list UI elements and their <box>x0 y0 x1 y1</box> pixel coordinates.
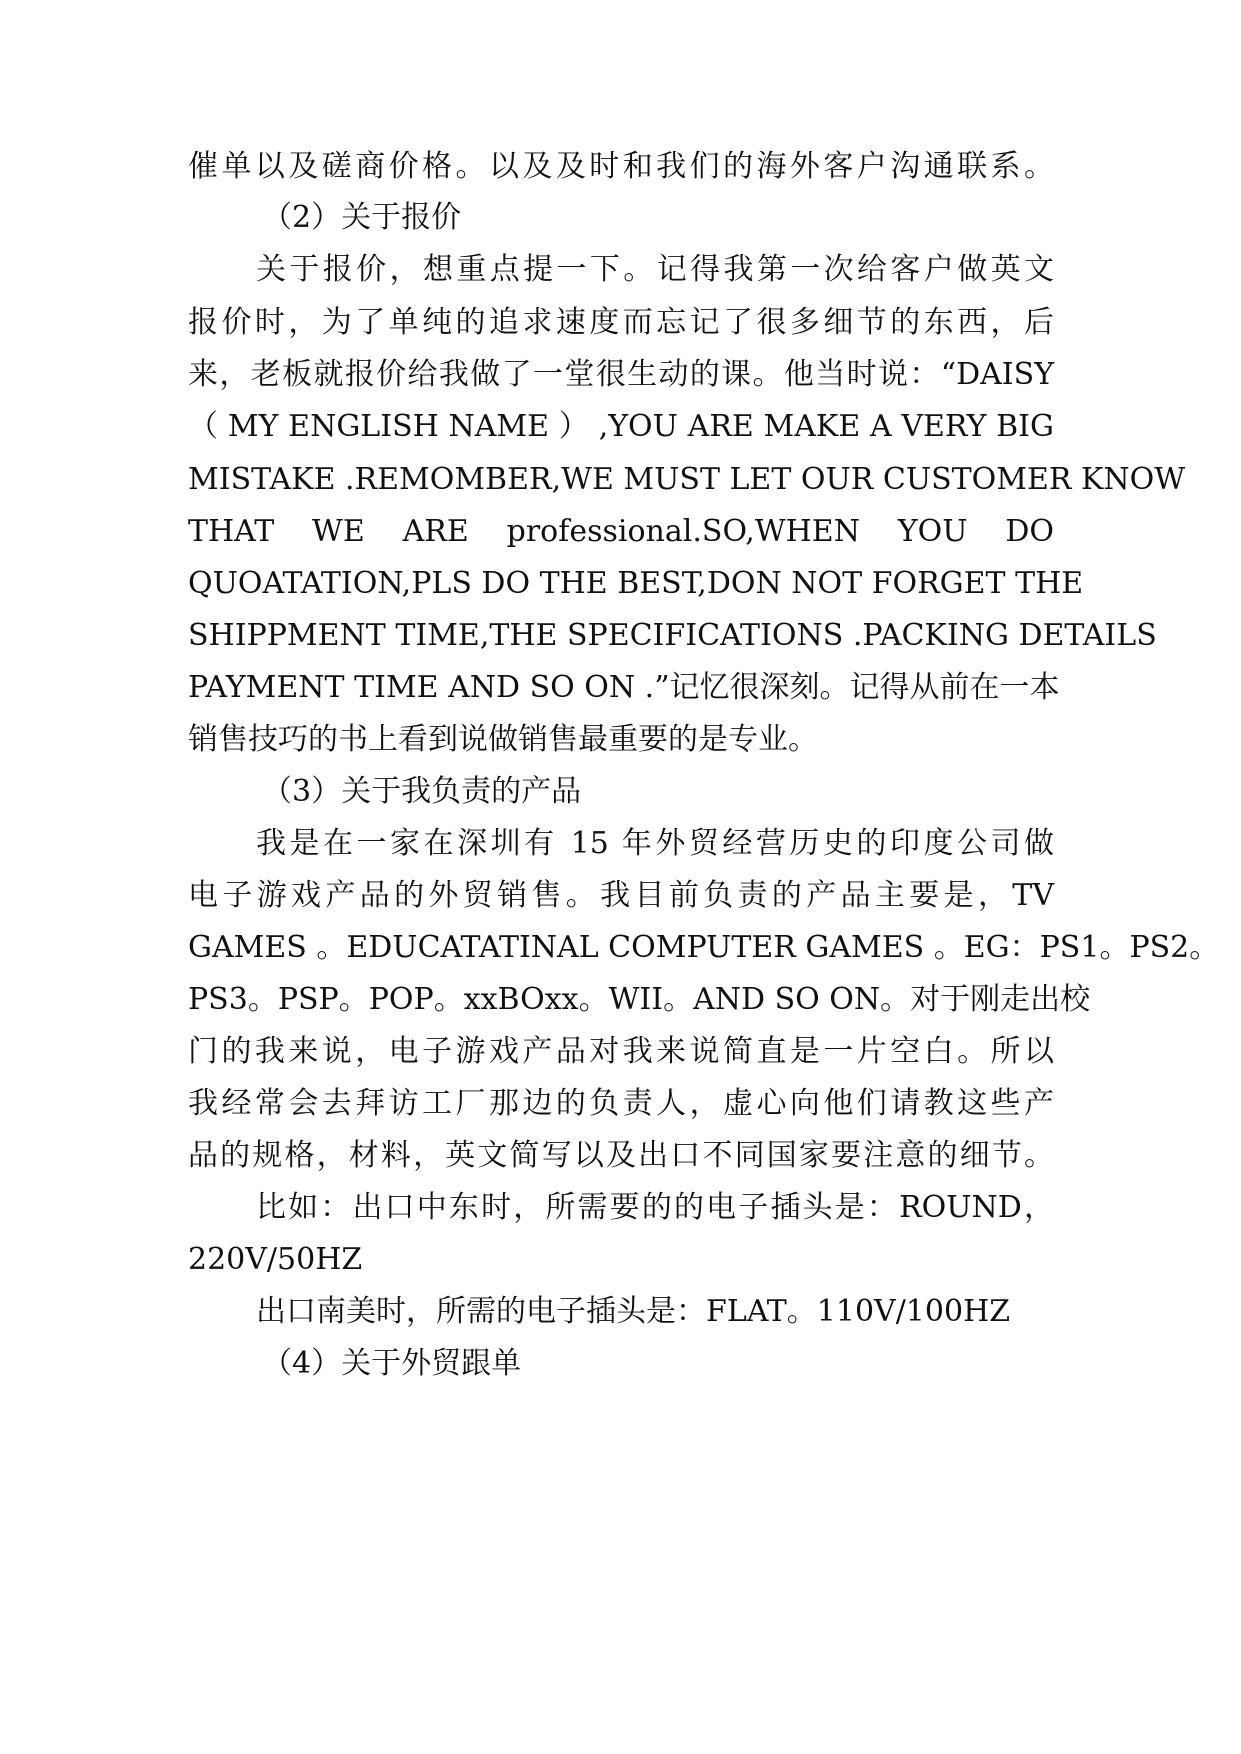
text-line: 我经常会去拜访工厂那边的负责人，虚心向他们请教这些产 <box>188 1086 1054 1121</box>
text-line: MISTAKE .REMOMBER,WE MUST LET OUR CUSTOMER KNOW <box>188 462 1186 497</box>
text-line: 220V/50HZ <box>188 1242 363 1277</box>
text-line: PS3。PSP。POP。xxBOxx。WII。AND SO ON。对于刚走出校 <box>188 982 1091 1017</box>
text-line: 报价时，为了单纯的追求速度而忘记了很多细节的东西，后 <box>188 305 1054 340</box>
text-line: QUOATATION,PLS DO THE BEST,DON NOT FORGET THE <box>188 566 1084 601</box>
text-line: 我是在一家在深圳有 15 年外贸经营历史的印度公司做 <box>256 826 1054 861</box>
section-heading: （3）关于我负责的产品 <box>262 774 582 809</box>
section-heading: （2）关于报价 <box>262 200 462 235</box>
text-line: （ MY ENGLISH NAME ） ,YOU ARE MAKE A VERY BIG <box>188 409 1054 444</box>
text-line: 催单以及磋商价格。以及及时和我们的海外客户沟通联系。 <box>188 149 1054 184</box>
text-line: 来，老板就报价给我做了一堂很生动的课。他当时说：“DAISY <box>188 357 1054 392</box>
section-heading: （4）关于外贸跟单 <box>262 1346 522 1381</box>
text-line: GAMES 。EDUCATATINAL COMPUTER GAMES 。EG：PS1。PS2。 <box>188 930 1220 965</box>
text-line: 关于报价，想重点提一下。记得我第一次给客户做英文 <box>256 252 1054 287</box>
text-line: 门的我来说，电子游戏产品对我来说简直是一片空白。所以 <box>188 1034 1054 1069</box>
text-line: PAYMENT TIME AND SO ON .”记忆很深刻。记得从前在一本 <box>188 670 1060 705</box>
text-line: 销售技巧的书上看到说做销售最重要的是专业。 <box>188 722 818 757</box>
text-line: 比如：出口中东时，所需要的的电子插头是：ROUND， <box>256 1190 1054 1225</box>
text-line: SHIPPMENT TIME,THE SPECIFICATIONS .PACKING DETAILS <box>188 618 1157 653</box>
text-line: 出口南美时，所需的电子插头是：FLAT。110V/100HZ <box>256 1294 1011 1329</box>
text-line: THAT WE ARE professional.SO,WHEN YOU DO <box>188 514 1054 549</box>
text-line: 品的规格，材料，英文简写以及出口不同国家要注意的细节。 <box>188 1138 1054 1173</box>
text-line: 电子游戏产品的外贸销售。我目前负责的产品主要是，TV <box>188 878 1054 913</box>
